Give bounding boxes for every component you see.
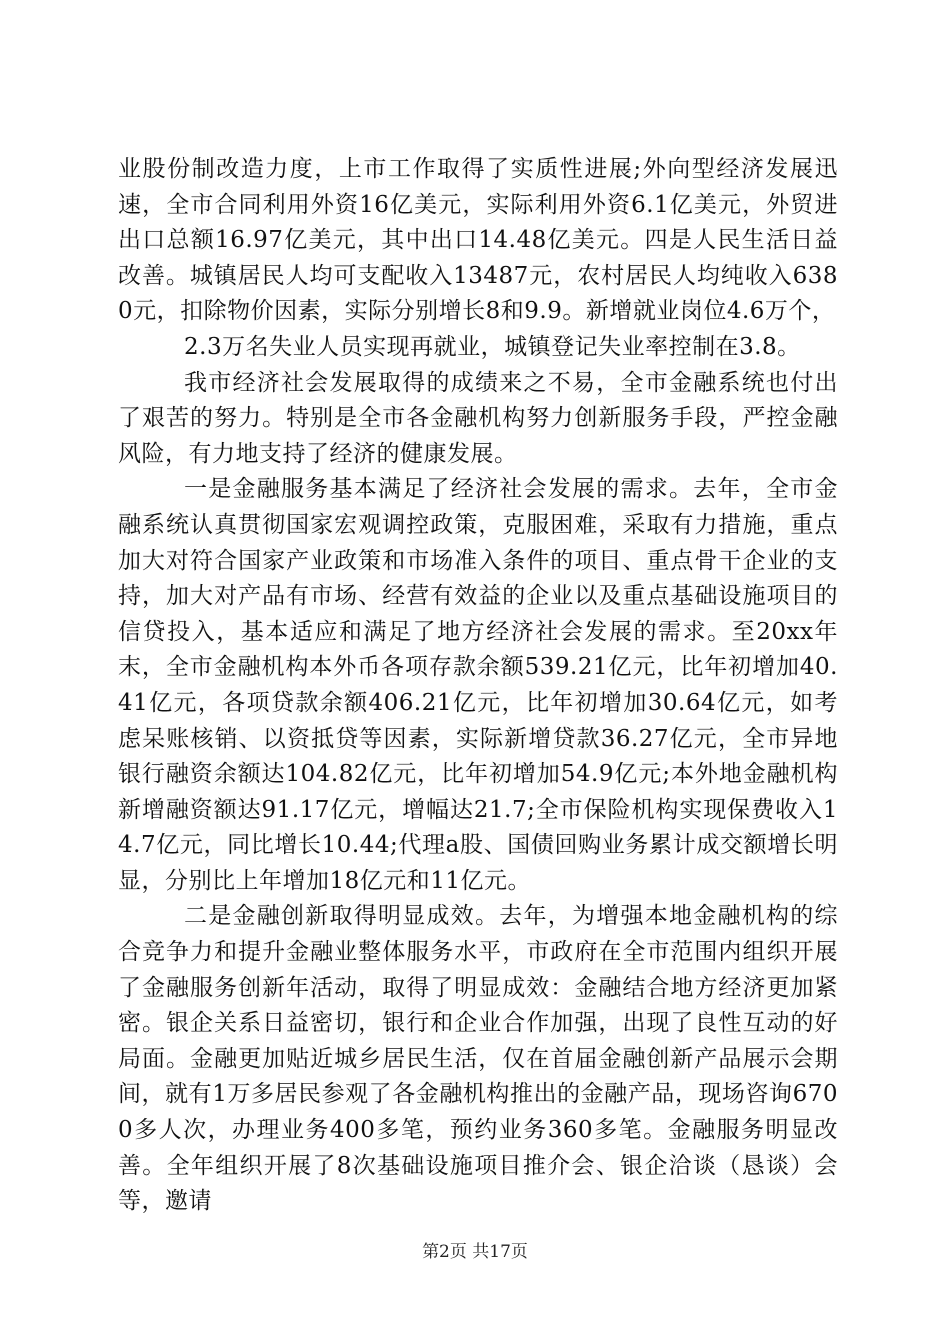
- paragraph-4: 一是金融服务基本满足了经济社会发展的需求。去年，全市金融系统认真贯彻国家宏观调控政策，克服困难，采取有力措施，重点加大对符合国家产业政策和市场准入条件的项目、重点骨干企业的支持，加大对产品有市场、经营有效益的企业以及重点基础设施项目的信贷投入，基本适应和满足了地方经济社会发展的需求。至20xx年末，全市金融机构本外币各项存款余额539.21亿元，比年初增加40.41亿元，各项贷款余额406.21亿元，比年初增加30.64亿元，如考虑呆账核销、以资抵贷等因素，实际新增贷款36.27亿元，全市异地银行融资余额达104.82亿元，比年初增加54.9亿元;本外地金融机构新增融资额达91.17亿元，增幅达21.7;全市保险机构实现保费收入14.7亿元，同比增长10.44;代理a股、国债回购业务累计成交额增长明显，分别比上年增加18亿元和11亿元。: [118, 476, 838, 894]
- paragraph-2: 2.3万名失业人员实现再就业，城镇登记失业率控制在3.8。: [184, 333, 801, 360]
- paragraph-1: 业股份制改造力度，上市工作取得了实质性进展;外向型经济发展迅速，全市合同利用外资16亿美元，实际利用外资6.1亿美元，外贸进出口总额16.97亿美元，其中出口14.48亿美元。四是人民生活日益改善。城镇居民人均可支配收入13487元，农村居民人均纯收入6380元，扣除物价因素，实际分别增长8和9.9。新增就业岗位4.6万个，: [118, 156, 838, 325]
- paragraph-3: 我市经济社会发展取得的成绩来之不易，全市金融系统也付出了艰苦的努力。特别是全市各金融机构努力创新服务手段，严控金融风险，有力地支持了经济的健康发展。: [118, 369, 838, 467]
- document-body: [118, 152, 838, 1220]
- page-number-footer: 第2页 共17页: [422, 1242, 528, 1262]
- paragraph-5: 二是金融创新取得明显成效。去年，为增强本地金融机构的综合竞争力和提升金融业整体服务水平，市政府在全市范围内组织开展了金融服务创新年活动，取得了明显成效：金融结合地方经济更加紧密。银企关系日益密切，银行和企业合作加强，出现了良性互动的好局面。金融更加贴近城乡居民生活，仅在首届金融创新产品展示会期间，就有1万多居民参观了各金融机构推出的金融产品，现场咨询6700多人次，办理业务400多笔，预约业务360多笔。金融服务明显改善。全年组织开展了8次基础设施项目推介会、银企洽谈（恳谈）会等，邀请: [118, 903, 838, 1215]
